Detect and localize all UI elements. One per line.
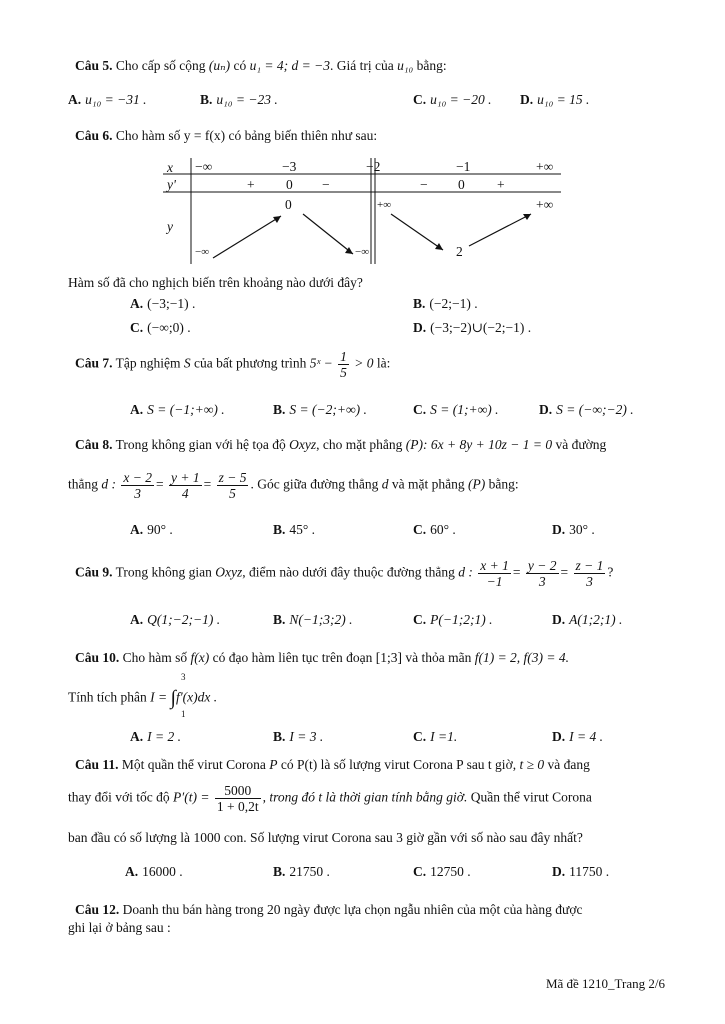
q11-line1: Câu 11. Một quần thể virut Corona P có P(t) là số lượng virut Corona P sau t giờ, t ≥ 0 và đang [75,757,590,772]
q11-option-c[interactable]: C. 12750 . [413,864,471,879]
q9-option-c[interactable]: C. P(−1;2;1) . [413,612,493,627]
table-x-label: x [167,160,173,175]
q6-option-b[interactable]: B. (−2;−1) . [413,296,478,311]
q9-option-b[interactable]: B. N(−1;3;2) . [273,612,353,627]
q5-option-b[interactable]: B. u₁₀ = −23 . [200,92,278,107]
x-val-5: +∞ [536,159,554,174]
q12-line2: ghi lại ở bảng sau : [68,920,171,935]
q9-frac-x: $\frac{x + 1}{-1}$ [480,558,509,589]
integral-sign: ∫ [170,687,176,709]
q11-option-d[interactable]: D. 11750 . [552,864,610,879]
q7-stem: Câu 7. Tập nghiệm S của bất phương trình 5ˣ − $\frac{1}{5}$ > 0 là: [75,349,391,380]
sign-3: − [322,177,330,192]
x-val-1: −∞ [195,159,213,174]
q8-option-c[interactable]: C. 60° . [413,522,456,537]
q7-option-b[interactable]: B. S = (−2;+∞) . [273,402,367,417]
q8-option-a[interactable]: A. 90° . [130,522,173,537]
q6-option-d[interactable]: D. (−3;−2)∪(−2;−1) . [413,320,532,335]
q9-option-d[interactable]: D. A(1;2;1) . [552,612,623,627]
q5-option-a[interactable]: A. u₁₀ = −31 . [68,92,147,107]
integral-upper: 3 [181,672,186,682]
q6-question: Hàm số đã cho nghịch biến trên khoảng nào dưới đây? [68,275,363,290]
y-val-plus-inf-left: +∞ [377,199,392,211]
table-y-label: y [167,219,173,234]
q8-option-b[interactable]: B. 45° . [273,522,316,537]
q10-option-a[interactable]: A. I = 2 . [130,729,181,744]
arrow-up-2 [469,214,531,246]
q11-rate-frac: $\frac{5000}{1 + 0,2t}$ [216,783,259,814]
arrow-up-1 [213,216,281,258]
x-val-4: −1 [456,159,471,174]
q5-option-c[interactable]: C. u₁₀ = −20 . [413,92,492,107]
q8-frac-y: $\frac{y + 1}{4}$ [170,470,200,501]
sign-1: + [247,177,255,192]
q6-stem: Câu 6. Cho hàm số y = f(x) có bảng biến thiên như sau: [75,128,378,143]
q6-option-c[interactable]: C. (−∞;0) . [130,320,191,335]
q8-line1: Câu 8. Trong không gian với hệ tọa độ Oxyz, cho mặt phẳng (P): 6x + 8y + 10z − 1 = 0 và đường [75,437,607,452]
q9-stem: Câu 9. Trong không gian Oxyz, điểm nào dưới đây thuộc đường thẳng d : $\frac{x + 1}{-1}$ = $\frac{y - 2}{3}$ = $\frac{z - 1}{3}$ ? [75,558,614,589]
sign-5: 0 [458,177,465,192]
x-val-3: −2 [366,159,381,174]
q10-line1: Câu 10. Cho hàm số f(x) có đạo hàm liên tục trên đoạn [1;3] và thỏa mãn f(1) = 2, f(3) = 4. [75,650,570,665]
q6-option-a[interactable]: A. (−3;−1) . [130,296,196,311]
q12-line1: Câu 12. Doanh thu bán hàng trong 20 ngày được lựa chọn ngẫu nhiên của một của hàng được [75,902,583,917]
q5-option-d[interactable]: D. u₁₀ = 15 . [520,92,590,107]
arrow-down-2 [391,214,443,250]
q10-option-c[interactable]: C. I =1. [413,729,458,744]
sign-4: − [420,177,428,192]
y-val-plus-inf-right: +∞ [536,197,554,212]
q7-fraction: $\frac{1}{5}$ [340,349,347,380]
x-val-2: −3 [282,159,297,174]
integral-lower: 1 [181,709,186,719]
q7-option-a[interactable]: A. S = (−1;+∞) . [130,402,225,417]
q10-option-b[interactable]: B. I = 3 . [273,729,324,744]
q11-option-a[interactable]: A. 16000 . [125,864,183,879]
q8-frac-z: $\frac{z - 5}{5}$ [218,470,247,501]
y-val-minus-inf-left: −∞ [195,246,210,258]
q10-option-d[interactable]: D. I = 4 . [552,729,603,744]
q10-line2: Tính tích phân I = ∫f′(x)dx . [68,687,218,709]
q9-frac-y: $\frac{y - 2}{3}$ [527,558,557,589]
q9-option-a[interactable]: A. Q(1;−2;−1) . [130,612,221,627]
q9-frac-z: $\frac{z - 1}{3}$ [575,558,604,589]
q7-option-c[interactable]: C. S = (1;+∞) . [413,402,499,417]
arrow-down-1 [303,214,353,254]
q7-option-d[interactable]: D. S = (−∞;−2) . [539,402,634,417]
q8-frac-x: $\frac{x - 2}{3}$ [123,470,152,501]
table-yp-label: y' [167,177,176,192]
q11-line2: thay đổi với tốc độ P′(t) = $\frac{5000}{1 + 0,2t}$ , trong đó t là thời gian tính bằng giờ. Quần thể virut Corona [68,783,592,814]
q11-line3: ban đầu có số lượng là 1000 con. Số lượng virut Corona sau 3 giờ gần với số nào sau đây nhất? [68,830,583,845]
y-val-min: 2 [456,244,463,259]
y-val-minus-inf-mid: −∞ [355,246,370,258]
arrow-down-2-head [435,243,443,250]
q8-line2: thẳng d : $\frac{x - 2}{3}$ = $\frac{y + 1}{4}$ = $\frac{z - 5}{5}$ . Góc giữa đường thẳng d và mặt phẳng (P) bằng: [68,470,519,501]
q8-option-d[interactable]: D. 30° . [552,522,595,537]
sign-2: 0 [286,177,293,192]
sign-6: + [497,177,505,192]
y-val-max: 0 [285,197,292,212]
page-footer: Mã đề 1210_Trang 2/6 [545,976,665,991]
q11-option-b[interactable]: B. 21750 . [273,864,330,879]
q5-stem: Câu 5. Cho cấp số cộng (uₙ) có u₁ = 4; d = −3. Giá trị của u₁₀ bằng: [75,58,447,73]
